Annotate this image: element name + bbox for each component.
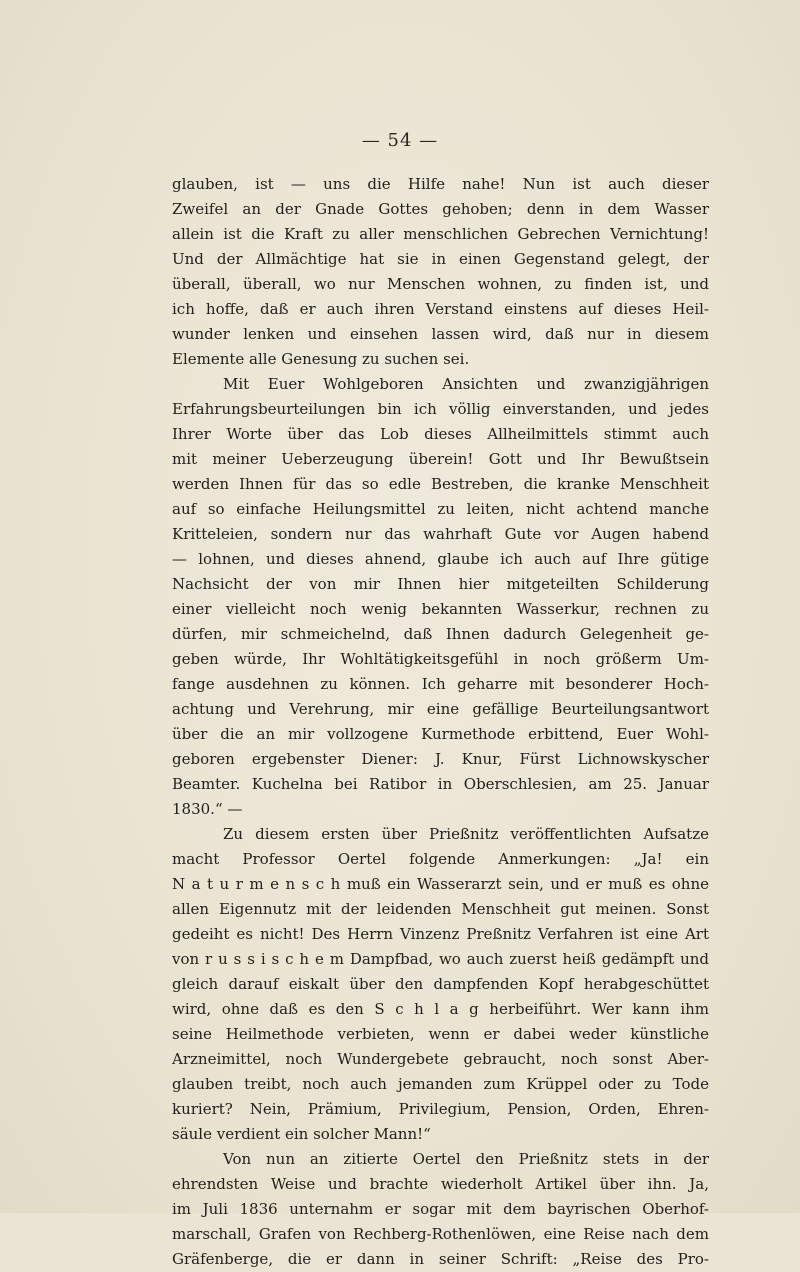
- text-line: werden Ihnen für das so edle Bestreben, die kranke Menschheit: [172, 475, 709, 493]
- text-line: Elemente alle Genesung zu suchen sei.: [172, 350, 470, 368]
- text-line: gleich darauf eiskalt über den dampfenden Kopf herabgeschüttet: [172, 975, 709, 993]
- text-line: achtung und Verehrung, mir eine gefällige Beurteilungsantwort: [172, 700, 709, 718]
- text-line: wird, ohne daß es den S c h l a g herbeiführt. Wer kann ihm: [172, 1000, 709, 1018]
- text-line: marschall, Grafen von Rechberg-Rothenlöwen, eine Reise nach dem: [172, 1225, 709, 1243]
- text-line: Beamter. Kuchelna bei Ratibor in Oberschlesien, am 25. Januar: [172, 775, 709, 793]
- text-line: von r u s s i s c h e m Dampfbad, wo auch zuerst heiß gedämpft und: [172, 950, 709, 968]
- text-line: seine Heilmethode verbieten, wenn er dabei weder künstliche: [172, 1025, 709, 1043]
- text-line: glauben, ist — uns die Hilfe nahe! Nun ist auch dieser: [172, 175, 709, 193]
- text-line: glauben treibt, noch auch jemanden zum Krüppel oder zu Tode: [172, 1075, 709, 1093]
- text-line: Arzneimittel, noch Wundergebete gebraucht, noch sonst Aber-: [172, 1050, 709, 1068]
- text-line: ich hoffe, daß er auch ihren Verstand einstens auf dieses Heil-: [172, 300, 709, 318]
- text-line: Zu diesem ersten über Prießnitz veröffentlichten Aufsatze: [223, 825, 709, 843]
- text-line: macht Professor Oertel folgende Anmerkungen: „Ja! ein: [172, 850, 709, 868]
- text-line: mit meiner Ueberzeugung überein! Gott und Ihr Bewußtsein: [172, 450, 709, 468]
- text-line: ehrendsten Weise und brachte wiederholt Artikel über ihn. Ja,: [172, 1175, 709, 1193]
- text-line: Erfahrungsbeurteilungen bin ich völlig einverstanden, und jedes: [172, 400, 709, 418]
- text-line: im Juli 1836 unternahm er sogar mit dem bayrischen Oberhof-: [172, 1200, 709, 1218]
- text-line: fange ausdehnen zu können. Ich geharre mit besonderer Hoch-: [172, 675, 709, 693]
- text-line: Zweifel an der Gnade Gottes gehoben; denn in dem Wasser: [172, 200, 709, 218]
- text-line: Kritteleien, sondern nur das wahrhaft Gute vor Augen habend: [172, 525, 709, 543]
- text-line: geboren ergebenster Diener: J. Knur, Fürst Lichnowskyscher: [172, 750, 709, 768]
- text-line: einer vielleicht noch wenig bekannten Wasserkur, rechnen zu: [172, 600, 709, 618]
- text-line: Nachsicht der von mir Ihnen hier mitgeteilten Schilderung: [172, 575, 709, 593]
- text-line: allen Eigennutz mit der leidenden Menschheit gut meinen. Sonst: [172, 900, 709, 918]
- text-line: überall, überall, wo nur Menschen wohnen, zu finden ist, und: [172, 275, 709, 293]
- text-line: allein ist die Kraft zu aller menschlichen Gebrechen Vernichtung!: [172, 225, 709, 243]
- text-line: Und der Allmächtige hat sie in einen Gegenstand gelegt, der: [172, 250, 709, 268]
- text-line: Gräfenberge, die er dann in seiner Schrift: „Reise des Pro-: [172, 1250, 709, 1268]
- text-line: säule verdient ein solcher Mann!“: [172, 1125, 431, 1143]
- text-line: Von nun an zitierte Oertel den Prießnitz stets in der: [223, 1150, 709, 1168]
- text-line: auf so einfache Heilungsmittel zu leiten, nicht achtend manche: [172, 500, 709, 518]
- text-line: kuriert? Nein, Prämium, Privilegium, Pension, Orden, Ehren-: [172, 1100, 709, 1118]
- text-line: über die an mir vollzogene Kurmethode erbittend, Euer Wohl-: [172, 725, 709, 743]
- text-line: gedeiht es nicht! Des Herrn Vinzenz Preßnitz Verfahren ist eine Art: [172, 925, 709, 943]
- text-line: 1830.“ —: [172, 800, 243, 818]
- text-line: dürfen, mir schmeichelnd, daß Ihnen dadurch Gelegenheit ge-: [172, 625, 709, 643]
- body-text: [172, 172, 709, 1272]
- text-line: Ihrer Worte über das Lob dieses Allheilmittels stimmt auch: [172, 425, 709, 443]
- text-line: Mit Euer Wohlgeboren Ansichten und zwanzigjährigen: [223, 375, 709, 393]
- text-line: — lohnen, und dieses ahnend, glaube ich auch auf Ihre gütige: [172, 550, 709, 568]
- text-line: N a t u r m e n s c h muß ein Wasserarzt sein, und er muß es ohne: [172, 875, 709, 893]
- text-line: wunder lenken und einsehen lassen wird, daß nur in diesem: [172, 325, 709, 343]
- text-line: geben würde, Ihr Wohltätigkeitsgefühl in noch größerm Um-: [172, 650, 709, 668]
- page-number: — 54 —: [361, 130, 439, 151]
